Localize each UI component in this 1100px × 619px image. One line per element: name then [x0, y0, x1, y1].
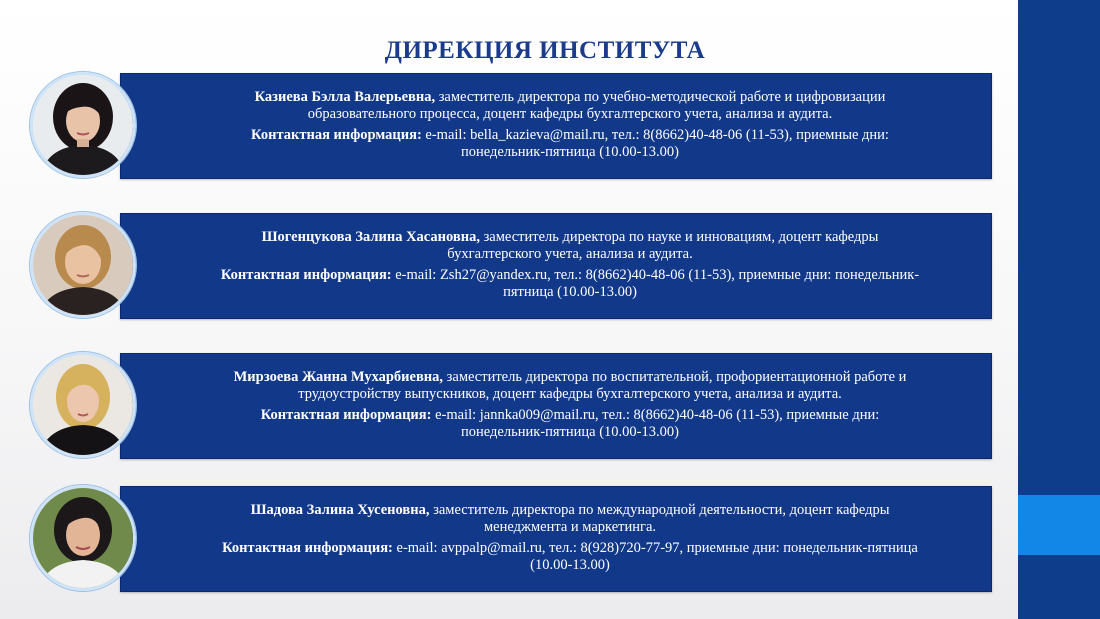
portrait-photo-icon	[33, 75, 133, 175]
contact-card-1	[30, 73, 992, 179]
portrait-photo	[30, 485, 136, 591]
position-text-cont: образовательного процесса, доцент кафедры бухгалтерского учета, анализа и аудита.	[307, 106, 833, 122]
contact-details-cont: пятница (10.00-13.00)	[503, 284, 637, 300]
side-accent-block	[1018, 495, 1100, 555]
position-text-cont: трудоустройству выпускников, доцент кафедры бухгалтерского учета, анализа и аудита.	[298, 386, 842, 402]
person-name: Казиева Бэлла Валерьевна,	[254, 89, 436, 105]
person-name: Мирзоева Жанна Мухарбиевна,	[233, 369, 444, 385]
position-paragraph	[254, 229, 887, 263]
position-text: заместитель директора по международной деятельности, доцент кафедры	[429, 502, 890, 518]
contact-label: Контактная информация:	[220, 267, 392, 283]
contact-paragraph	[253, 407, 888, 441]
position-text: заместитель директора по учебно-методической работе и цифровизации	[435, 89, 886, 105]
contact-details: e-mail: avppalp@mail.ru, тел.: 8(928)720-77-97, приемные дни: понедельник-пятница	[392, 540, 918, 556]
position-paragraph	[243, 502, 898, 536]
contact-card-3	[30, 353, 992, 459]
page-title: ДИРЕКЦИЯ ИНСТИТУТА	[384, 37, 706, 64]
person-name: Шогенцукова Залина Хасановна,	[261, 229, 480, 245]
portrait-photo	[30, 72, 136, 178]
portrait-photo	[30, 212, 136, 318]
contact-label: Контактная информация:	[251, 127, 422, 143]
contact-label: Контактная информация:	[222, 540, 393, 556]
position-text-cont: менеджмента и маркетинга.	[483, 519, 657, 535]
contact-paragraph	[243, 127, 897, 161]
portrait-photo-icon	[33, 215, 133, 315]
contact-paragraph	[214, 540, 926, 574]
position-text: заместитель директора по науке и инновациям, доцент кафедры	[479, 229, 879, 245]
contact-details-cont: понедельник-пятница (10.00-13.00)	[461, 424, 679, 440]
card-text	[150, 486, 990, 590]
contact-details-cont: понедельник-пятница (10.00-13.00)	[461, 144, 679, 160]
card-text	[150, 73, 990, 177]
position-paragraph	[247, 89, 894, 123]
portrait-photo-icon	[33, 488, 133, 588]
contact-card-4	[30, 486, 992, 592]
card-text	[150, 353, 990, 457]
contact-details: e-mail: jannka009@mail.ru, тел.: 8(8662)40-48-06 (11-53), приемные дни:	[431, 407, 880, 423]
contact-card-2	[30, 213, 992, 319]
contact-paragraph	[213, 267, 927, 301]
person-name: Шадова Залина Хусеновна,	[250, 502, 430, 518]
position-paragraph	[226, 369, 915, 403]
position-text: заместитель директора по воспитательной, профориентационной работе и	[443, 369, 907, 385]
contact-details: e-mail: bella_kazieva@mail.ru, тел.: 8(8662)40-48-06 (11-53), приемные дни:	[421, 127, 889, 143]
contact-details-cont: (10.00-13.00)	[530, 557, 610, 573]
portrait-photo	[30, 352, 136, 458]
card-text	[150, 213, 990, 317]
portrait-photo-icon	[33, 355, 133, 455]
position-text-cont: бухгалтерского учета, анализа и аудита.	[447, 246, 693, 262]
contact-label: Контактная информация:	[260, 407, 432, 423]
contact-details: e-mail: Zsh27@yandex.ru, тел.: 8(8662)40-48-06 (11-53), приемные дни: понедельник-	[391, 267, 920, 283]
